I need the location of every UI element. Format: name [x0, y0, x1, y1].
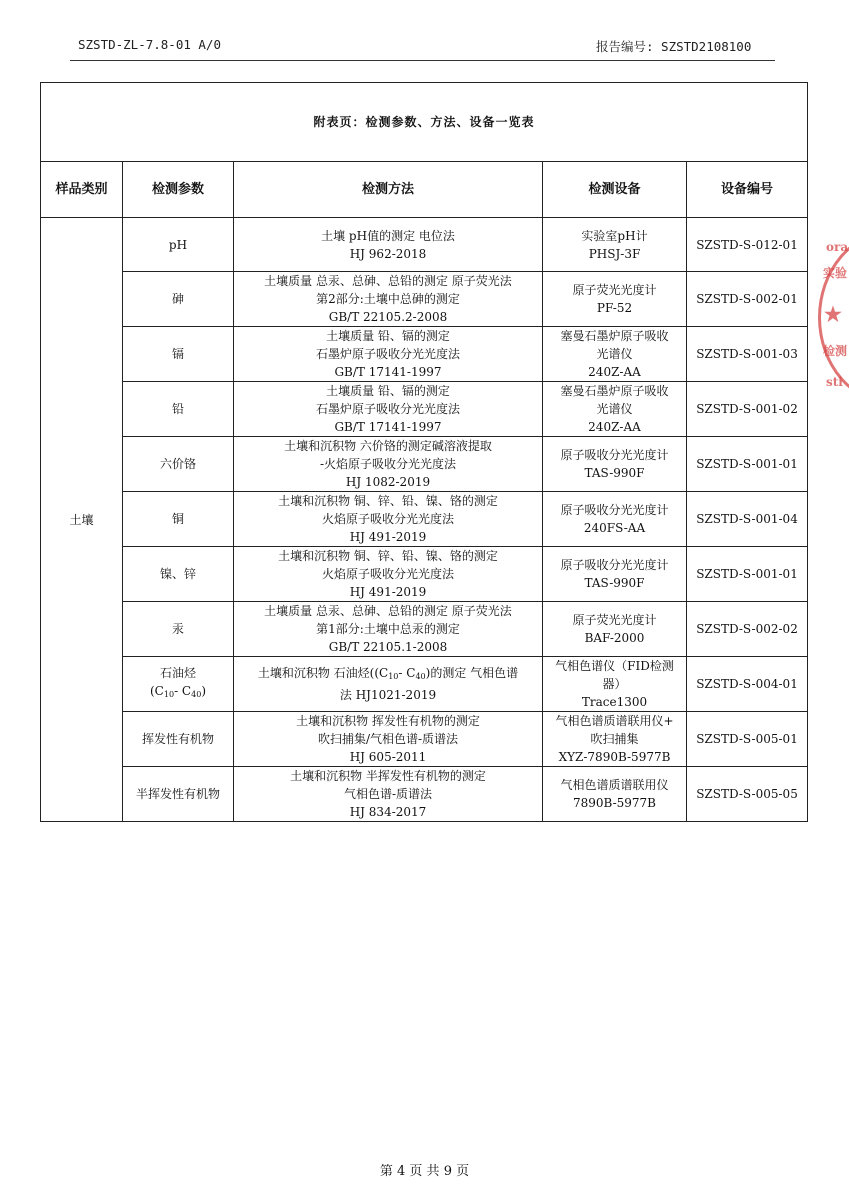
table-title: 附表页：检测参数、方法、设备一览表 — [41, 83, 808, 162]
text-fragment: - C — [398, 666, 416, 680]
cell-line: pH — [168, 237, 188, 252]
cell-line: 土壤质量 铅、镉的测定 — [326, 329, 450, 343]
sample-category: 土壤 — [41, 218, 123, 822]
table-row — [41, 712, 808, 767]
cell-line: 吹扫捕集/气相色谱-质谱法 — [317, 732, 459, 746]
method-cell — [234, 327, 543, 382]
equipment-code: SZSTD-S-001-02 — [687, 382, 808, 437]
cell-line: GB/T 17141-1997 — [334, 365, 442, 379]
param-cell — [123, 437, 234, 492]
equipment-code: SZSTD-S-012-01 — [687, 218, 808, 272]
cell-line: 土壤 pH值的测定 电位法 — [321, 228, 455, 243]
equipment-cell — [543, 218, 687, 272]
subscript: 40 — [415, 672, 426, 681]
cell-line: 石墨炉原子吸收分光光度法 — [315, 347, 460, 361]
method-cell — [234, 767, 543, 822]
text-fragment: ) — [201, 684, 206, 698]
cell-line: 原子荧光光度计 — [572, 283, 657, 297]
cell-line: 土壤质量 铅、镉的测定 — [326, 384, 450, 398]
cell-line: Trace1300 — [581, 695, 648, 709]
cell-line: 火焰原子吸收分光光度法 — [321, 512, 454, 526]
cell-line: 法 HJ1021-2019 — [339, 688, 437, 702]
cell-line: TAS-990F — [584, 576, 645, 590]
cell-line: PHSJ-3F — [588, 246, 641, 261]
table-row — [41, 547, 808, 602]
equipment-code: SZSTD-S-002-01 — [687, 272, 808, 327]
cell-line: 7890B-5977B — [573, 796, 656, 810]
page-number: 第 4 页 共 9 页 — [379, 1164, 470, 1179]
text-fragment: (C — [150, 684, 164, 698]
cell-line: HJ 491-2019 — [349, 530, 427, 544]
text-fragment: )的测定 气相色谱 — [425, 666, 519, 680]
method-cell — [234, 382, 543, 437]
subscript: 40 — [191, 690, 202, 699]
text-fragment: 土壤和沉积物 石油烃((C — [257, 666, 389, 680]
cell-line: 土壤质量 总汞、总砷、总铅的测定 原子荧光法 — [264, 604, 512, 618]
cell-line: 汞 — [171, 622, 184, 636]
equipment-cell — [543, 547, 687, 602]
table-row — [41, 767, 808, 822]
method-cell — [234, 602, 543, 657]
column-header: 样品类别 — [41, 162, 123, 218]
cell-line: 土壤和沉积物 挥发性有机物的测定 — [296, 714, 480, 728]
table-row — [41, 272, 808, 327]
cell-line: 土壤和沉积物 六价铬的测定碱溶液提取 — [284, 439, 492, 453]
cell-line: GB/T 22105.2-2008 — [328, 310, 448, 324]
param-cell — [123, 327, 234, 382]
cell-line — [126, 664, 230, 682]
cell-line: 气相色谱质谱联用仪+ — [555, 714, 674, 728]
table-row — [41, 382, 808, 437]
cell-line: 240FS-AA — [583, 521, 646, 535]
cell-line: 六价铬 — [159, 457, 196, 471]
method-cell — [234, 712, 543, 767]
cell-line: 原子吸收分光光度计 — [560, 503, 669, 517]
equipment-code: SZSTD-S-005-01 — [687, 712, 808, 767]
cell-line: 塞曼石墨炉原子吸收 — [560, 384, 669, 398]
subscript: 10 — [388, 672, 399, 681]
param-cell — [123, 492, 234, 547]
cell-line: 240Z-AA — [588, 365, 641, 379]
text-fragment: 石油烃 — [159, 666, 196, 680]
cell-line: 原子荧光光度计 — [572, 613, 657, 627]
cell-line: 塞曼石墨炉原子吸收 — [560, 329, 669, 343]
cell-line: 铅 — [171, 402, 184, 416]
cell-line: 砷 — [171, 292, 184, 306]
equipment-cell — [543, 437, 687, 492]
cell-line: 镍、锌 — [159, 567, 196, 581]
cell-line: XYZ-7890B-5977B — [558, 750, 671, 764]
equipment-code: SZSTD-S-001-04 — [687, 492, 808, 547]
cell-line: 铜 — [171, 512, 184, 526]
cell-line: -火焰原子吸收分光光度法 — [319, 457, 457, 471]
cell-line: 半挥发性有机物 — [135, 787, 220, 801]
method-cell — [234, 272, 543, 327]
equipment-cell — [543, 492, 687, 547]
text-fragment: - C — [174, 684, 192, 698]
equipment-code: SZSTD-S-001-01 — [687, 437, 808, 492]
cell-line: GB/T 17141-1997 — [334, 420, 442, 434]
cell-line — [237, 664, 539, 686]
subscript: 10 — [163, 690, 175, 699]
equipment-code: SZSTD-S-001-01 — [687, 547, 808, 602]
param-cell — [123, 382, 234, 437]
cell-line: 土壤和沉积物 半挥发性有机物的测定 — [290, 769, 486, 783]
cell-line: 实验室pH计 — [581, 228, 648, 243]
cell-line: 火焰原子吸收分光光度法 — [321, 567, 454, 581]
equipment-code: SZSTD-S-005-05 — [687, 767, 808, 822]
table-row — [41, 327, 808, 382]
cell-line: HJ 962-2018 — [349, 246, 427, 261]
cell-line: HJ 605-2011 — [349, 750, 427, 764]
cell-line: 光谱仪 — [596, 347, 633, 361]
cell-line: 镉 — [171, 347, 184, 361]
cell-line: GB/T 22105.1-2008 — [328, 640, 448, 654]
cell-line: 石墨炉原子吸收分光光度法 — [315, 402, 460, 416]
cell-line: HJ 1082-2019 — [345, 475, 431, 489]
equipment-cell — [543, 712, 687, 767]
param-cell — [123, 218, 234, 272]
column-header: 设备编号 — [687, 162, 808, 218]
param-cell — [123, 272, 234, 327]
cell-line: 气相色谱质谱联用仪 — [560, 778, 669, 792]
cell-line: 土壤和沉积物 铜、锌、铅、镍、铬的测定 — [278, 549, 498, 563]
cell-line: 第1部分:土壤中总汞的测定 — [316, 622, 460, 636]
cell-line: 原子吸收分光光度计 — [560, 448, 669, 462]
equipment-cell — [543, 657, 687, 712]
seal-stamp: ora 实验 ★ 检测 sti — [818, 230, 849, 405]
cell-line: 240Z-AA — [588, 420, 641, 434]
column-header: 检测设备 — [543, 162, 687, 218]
column-header-row — [41, 162, 808, 218]
table-row — [41, 602, 808, 657]
cell-line: 器） — [602, 677, 627, 691]
equipment-code: SZSTD-S-004-01 — [687, 657, 808, 712]
equipment-cell — [543, 327, 687, 382]
equipment-cell — [543, 272, 687, 327]
cell-line: 气相色谱-质谱法 — [343, 787, 433, 801]
method-cell — [234, 657, 543, 712]
table-row — [41, 657, 808, 712]
equipment-code: SZSTD-S-002-02 — [687, 602, 808, 657]
cell-line: HJ 834-2017 — [349, 805, 427, 819]
param-cell — [123, 767, 234, 822]
column-header: 检测参数 — [123, 162, 234, 218]
table-row — [41, 218, 808, 272]
cell-line: 第2部分:土壤中总砷的测定 — [316, 292, 460, 306]
cell-line: TAS-990F — [584, 466, 645, 480]
param-cell — [123, 712, 234, 767]
cell-line: 原子吸收分光光度计 — [560, 558, 669, 572]
method-cell — [234, 437, 543, 492]
equipment-cell — [543, 382, 687, 437]
method-cell — [234, 547, 543, 602]
param-cell — [123, 657, 234, 712]
cell-line: 土壤质量 总汞、总砷、总铅的测定 原子荧光法 — [264, 274, 512, 288]
param-cell — [123, 602, 234, 657]
table-row — [41, 437, 808, 492]
report-number: 报告编号: SZSTD2108100 — [596, 39, 752, 54]
equipment-code: SZSTD-S-001-03 — [687, 327, 808, 382]
cell-line: BAF-2000 — [584, 631, 645, 645]
header-rule — [70, 60, 775, 61]
table-row — [41, 492, 808, 547]
equipment-cell — [543, 602, 687, 657]
column-header: 检测方法 — [234, 162, 543, 218]
cell-line: 光谱仪 — [596, 402, 633, 416]
cell-line — [126, 682, 230, 704]
cell-line: HJ 491-2019 — [349, 585, 427, 599]
cell-line: PF-52 — [596, 301, 633, 315]
doc-control-number: SZSTD-ZL-7.8-01 A/0 — [78, 37, 221, 52]
param-cell — [123, 547, 234, 602]
equipment-cell — [543, 767, 687, 822]
method-cell — [234, 492, 543, 547]
cell-line: 吹扫捕集 — [590, 732, 639, 746]
cell-line: 挥发性有机物 — [141, 732, 214, 746]
cell-line: 土壤和沉积物 铜、锌、铅、镍、铬的测定 — [278, 494, 498, 508]
method-cell — [234, 218, 543, 272]
parameters-table — [40, 82, 808, 822]
cell-line: 气相色谱仪（FID检测 — [555, 659, 674, 673]
table-title-row — [41, 83, 808, 162]
